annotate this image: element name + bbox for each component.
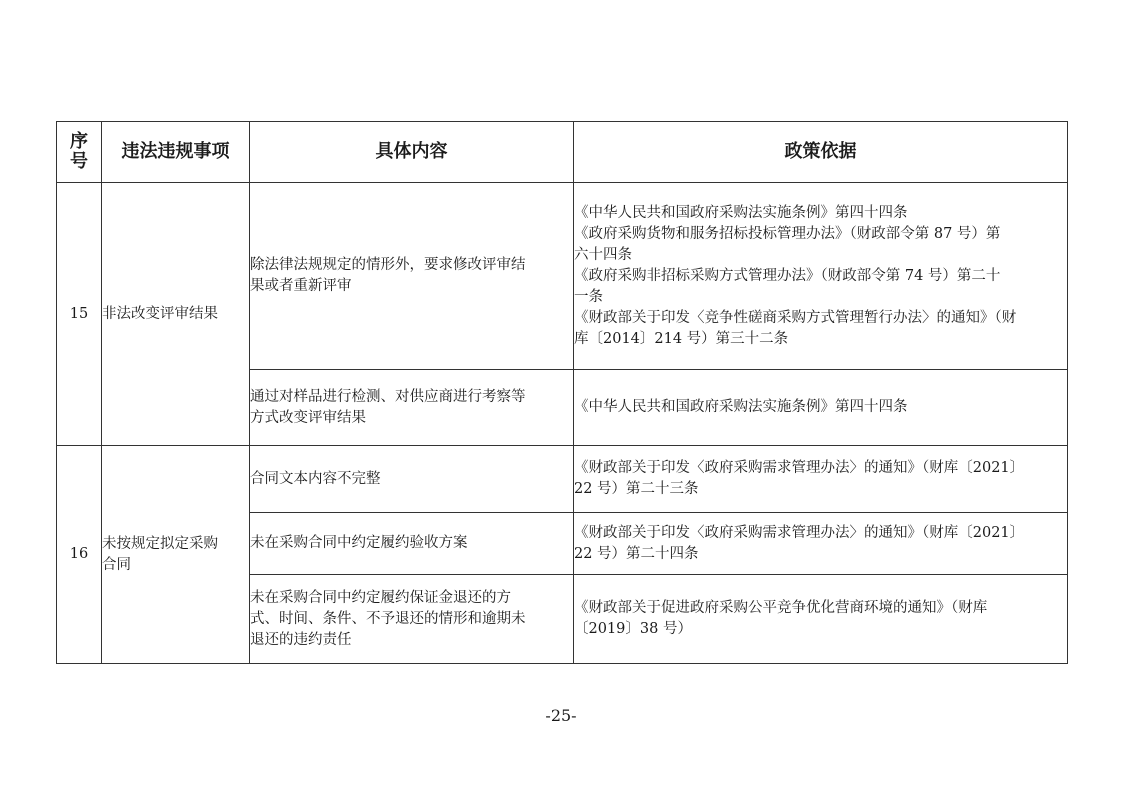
serial-number-cell: 15 — [57, 183, 102, 446]
content-cell: 通过对样品进行检测、对供应商进行考察等 方式改变评审结果 — [250, 370, 574, 446]
table-row — [57, 183, 1068, 370]
header-serial-number: 序 号 — [57, 122, 102, 183]
header-policy-basis: 政策依据 — [574, 122, 1068, 183]
table-header-row — [57, 122, 1068, 183]
basis-cell: 《财政部关于促进政府采购公平竞争优化营商环境的通知》（财库 〔2019〕38 号） — [574, 575, 1068, 664]
basis-cell: 《中华人民共和国政府采购法实施条例》第四十四条 — [574, 370, 1068, 446]
policy-table — [56, 121, 1068, 664]
violation-item-cell: 非法改变评审结果 — [102, 183, 250, 446]
content-cell: 除法律法规规定的情形外，要求修改评审结 果或者重新评审 — [250, 183, 574, 370]
header-specific-content: 具体内容 — [250, 122, 574, 183]
content-cell: 合同文本内容不完整 — [250, 446, 574, 513]
basis-cell: 《中华人民共和国政府采购法实施条例》第四十四条 《政府采购货物和服务招标投标管理办法》（财政部令第 87 号）第 六十四条 《政府采购非招标采购方式管理办法》（财政部令第 74 号）第二十 一条 《财政部关于印发〈竞争性磋商采购方式管理暂行办法〉的通知》（财 库〔2014〕214 号）第三十二条 — [574, 183, 1068, 370]
content-cell: 未在采购合同中约定履约保证金退还的方 式、时间、条件、不予退还的情形和逾期未 退还的违约责任 — [250, 575, 574, 664]
table-row — [57, 446, 1068, 513]
violation-item-cell: 未按规定拟定采购 合同 — [102, 446, 250, 664]
content-cell: 未在采购合同中约定履约验收方案 — [250, 513, 574, 575]
header-violation-item: 违法违规事项 — [102, 122, 250, 183]
basis-cell: 《财政部关于印发〈政府采购需求管理办法〉的通知》（财库〔2021〕 22 号）第二十三条 — [574, 446, 1068, 513]
basis-cell: 《财政部关于印发〈政府采购需求管理办法〉的通知》（财库〔2021〕 22 号）第二十四条 — [574, 513, 1068, 575]
page-number: -25- — [545, 706, 577, 725]
serial-number-cell: 16 — [57, 446, 102, 664]
